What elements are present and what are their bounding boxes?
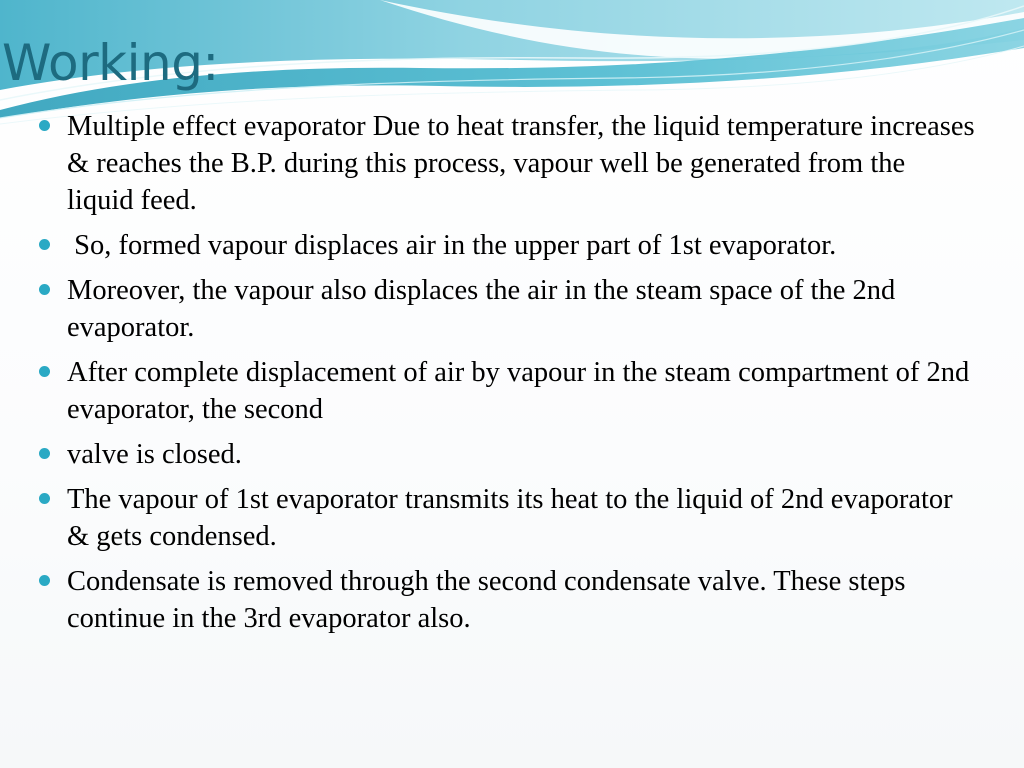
bullet-item — [38, 227, 978, 264]
bullet-dot-icon — [39, 120, 50, 131]
bullet-dot-icon — [39, 284, 50, 295]
bullet-item — [38, 563, 978, 637]
bullet-text: Multiple effect evaporator Due to heat transfer, the liquid temperature increases & reaches the B.P. during this process, vapour well be generated from the liquid feed. — [67, 111, 975, 216]
bullet-list — [38, 108, 978, 645]
bullet-text: Moreover, the vapour also displaces the air in the steam space of the 2nd evaporator. — [67, 275, 896, 343]
bullet-dot-icon — [39, 575, 50, 586]
bullet-item — [38, 354, 978, 428]
bullet-text: After complete displacement of air by vapour in the steam compartment of 2nd evaporator, the second — [67, 357, 970, 425]
bullet-dot-icon — [39, 448, 50, 459]
bullet-text: The vapour of 1st evaporator transmits its heat to the liquid of 2nd evaporator & gets condensed. — [67, 484, 953, 552]
bullet-item — [38, 436, 978, 473]
bullet-item — [38, 481, 978, 555]
bullet-text: So, formed vapour displaces air in the upper part of 1st evaporator. — [67, 230, 837, 261]
bullet-text: valve is closed. — [67, 439, 242, 470]
bullet-item — [38, 108, 978, 219]
bullet-dot-icon — [39, 493, 50, 504]
bullet-dot-icon — [39, 366, 50, 377]
bullet-item — [38, 272, 978, 346]
slide-title: Working: — [2, 34, 219, 92]
bullet-text: Condensate is removed through the second condensate valve. These steps continue in the 3rd evaporator also. — [67, 566, 906, 634]
bullet-dot-icon — [39, 239, 50, 250]
